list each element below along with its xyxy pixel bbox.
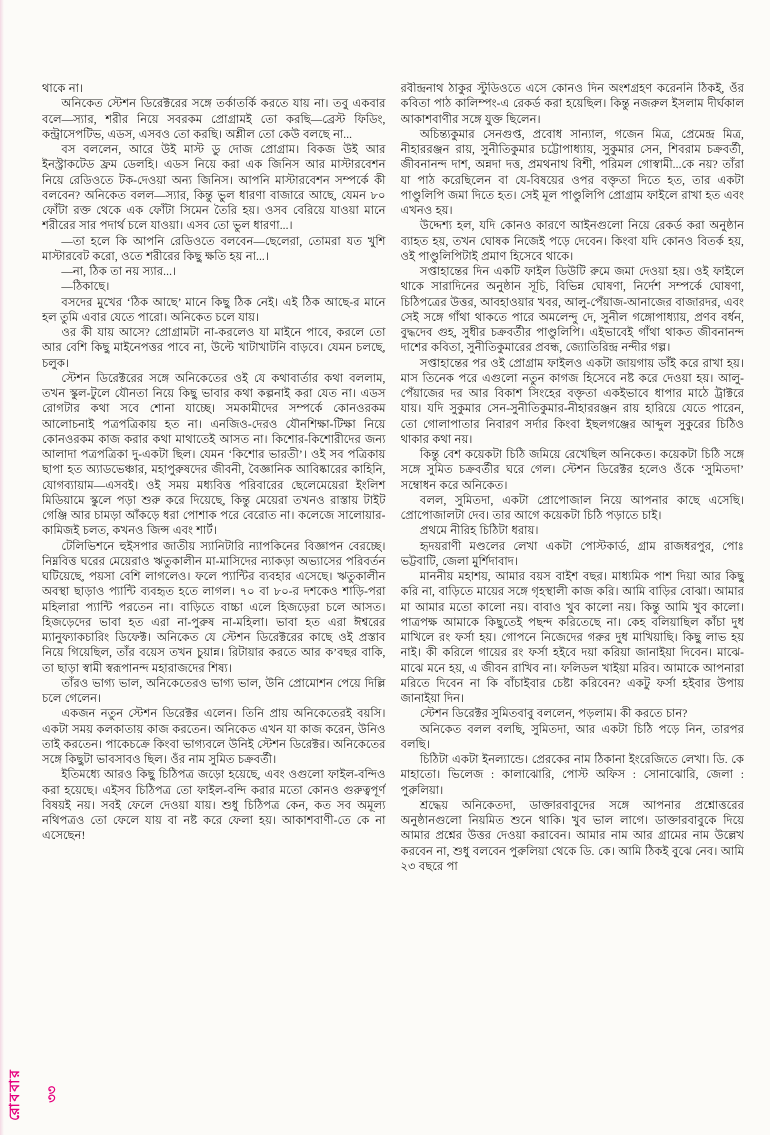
text-columns [42,82,744,1117]
paragraph: স্টেশন ডিরেক্টর সুমিতবাবু বললেন, পড়লাম। কী করতে চান? [419,708,688,721]
paragraph: বসদের মুখের ‘ঠিক আছে’ মানে কিছু ঠিক নেই। এই ঠিক আছে-র মানে হল তুমি এবার যেতে পারো। অনিকেত চলে যায়। [42,296,386,324]
paragraph: চিঠিটা একটা ইনল্যান্ডে। প্রেরকের নাম ঠিকানা ইংরেজিতে লেখা। ডি. কে মাহাতো। ভিলেজ : কালাঝোরি, পোস্ট অফিস : সোনাঝোরি, জেলা : পুরুলিয়া। [400,754,744,797]
page-number: ৩৩ [44,1086,59,1104]
paragraph: একজন নতুন স্টেশন ডিরেক্টর এলেন। তিনি প্রায় অনিকেতেরই বয়সি। একটা সময় কলকাতায় কাজ করতেন। অনিকেত এখন যা কাজ করেন, উনিও তাই করতেন। পাকেচক্রে কিংবা ভাগ্যবলে উনিই স্টেশন ডিরেক্টর। অনিকেতের সঙ্গে কিছুটা ভাবসাবও ছিল। ওঁর নাম সুমিত চক্রবর্তী। [42,708,386,766]
paragraph: স্টেশন ডিরেক্টরের সঙ্গে অনিকেতের ওই যে কথাবার্তার কথা বললাম, তখন স্কুল-টুলে যৌনতা নিয়ে কিছু ভাবার কথা কল্পনাই করা যেত না। এডস রোগটার কথা সবে শোনা যাচ্ছে। সমকামীদের সম্পর্কে কোনওরকম আলোচনাই পত্রপত্রিকায় হত না। এনজিও-দেরও যৌনশিক্ষা-টিক্ষা নিয়ে কোনওরকম কাজ করার কথা মাথাতেই আসত না। কিশোর-কিশোরীদের জন্য আলাদা পত্রপত্রিকা দু-একটা ছিল। যেমন ‘কিশোর ভারতী’। ওই সব পত্রিকায় ছাপা হত অ্যাডভেঞ্চার, মহাপুরুষদের জীবনী, বৈজ্ঞানিক আবিষ্কারের কাহিনি, যোগব্যায়াম—এসবই। ওই সময় মধ্যবিত্ত পরিবারের ছেলেমেয়েরা ইংলিশ মিডিয়ামে স্কুলে পড়া শুরু করে দিয়েছে, কিন্তু মেয়েরা তখনও রাস্তায় টাইট গেঞ্জি আর চামড়া আঁকড়ে ধরা পোশাক পরে বেরোত না। কলেজে সালোয়ার-কামিজই চলত, কখনও জিন্স এবং শার্ট। [42,372,386,538]
paragraph: ওর কী যায় আসে? প্রোগ্রামটা না-করলেও যা মাইনে পাবে, করলে তো আর বেশি কিছু মাইনেপত্তর পাবে না, উল্টে খাটাখাটনি বাড়বে। যেমন চলছে, চলুক। [42,327,386,370]
paragraph: সপ্তাহান্তের দিন একটি ফাইল ডিউটি রুমে জমা দেওয়া হয়। ওই ফাইলে থাকে সারাদিনের অনুষ্ঠান সূচি, বিভিন্ন ঘোষণা, নির্দেশ সম্পর্কে ঘোষণা, চিঠিপত্রের উত্তর, আবহাওয়ার খবর, আলু-পেঁয়াজ-আনাজের বাজারদর, এবং সেই সঙ্গে গাঁথা থাকতে পারে অমলেন্দু দে, সুনীল গঙ্গোপাধ্যায়, প্রণব বর্ধন, বুদ্ধদেব গুহ, সুধীর চক্রবর্তীর পাণ্ডুলিপি। এইভাবেই গাঁথা থাকত জীবনানন্দ দাশের কবিতা, সুনীতিকুমারের প্রবন্ধ, জ্যোতিরিন্দ্র নন্দীর গল্প। [400,266,744,355]
paragraph: —ঠিকাছে। [61,281,110,294]
paragraph: মাননীয় মহাশয়, আমার বয়স বাইশ বছর। মাধ্যমিক পাশ দিয়া আর কিছু করি না, বাড়িতে মায়ের সঙ্গে গৃহস্থালী কাজ করি। আমি বাড়ির বোঝা। আমার মা আমার মতো কালো নয়। বাবাও খুব কালো নয়। কিন্তু আমি খুব কালো। পাত্রপক্ষ আমাকে কিছুতেই পছন্দ করিতেছে না। কেহ বলিয়াছিল কাঁচা দুধ মাখিলে রং ফর্সা হয়। গোপনে নিজেদের গরুর দুধ মাখিয়াছি। কিছু লাভ হয় নাই। কী করিলে গায়ের রং ফর্সা হইবে দয়া করিয়া জানাইয়া দিবেন। মাঝে-মাঝে মনে হয়, এ জীবন রাখিব না। ফলিডল খাইয়া মরিব। আমাকে আপনারা মরিতে দিবেন না কি বাঁচাইবার চেষ্টা করিবেন? একটু ফর্সা হইবার উপায় জানাইয়া দিন। [400,571,744,705]
paragraph: শ্রদ্ধেয় অনিকেতদা, ডাক্তারবাবুদের সঙ্গে আপনার প্রশ্নোত্তরের অনুষ্ঠানগুলো নিয়মিত শুনে থাকি। খুব ভাল লাগে। ডাক্তারবাবুকে দিয়ে আমার প্রশ্নের উত্তর দেওয়া করাবেন। আমার নাম আর গ্রামের নাম উল্লেখ করবেন না, শুধু বলবেন পুরুলিয়া থেকে ডি. কে। আমি ঠিকই বুঝে নেব। আমি ২৩ বছরে পা [400,799,744,873]
paragraph: রবীন্দ্রনাথ ঠাকুর স্টুডিওতে এসে কোনও দিন অংশগ্রহণ করেননি ঠিকই, ওঁর কবিতা পাঠ কালিম্পং-এ রেকর্ড করা হয়েছিল। কিন্তু নজরুল ইসলাম দীর্ঘকাল আকাশবাণীর সঙ্গে যুক্ত ছিলেন। [400,83,744,126]
paragraph: বস বললেন, আরে উই মাস্ট ডু দোজ প্রোগ্রাম। বিকজ উই আর ইনস্ট্রাকটেড ফ্রম ডেলহি। এডস নিয়ে করা এক জিনিস আর মাস্টারবেশন নিয়ে রেডিওতে টক-দেওয়া অন্য জিনিস। আপনি মাস্টারবেশন সম্পর্কে কী বলবেন? অনিকেত বলল—স্যার, কিন্তু ভুল ধারণা বাজারে আছে, যেমন ৮০ ফোঁটা রক্ত থেকে এক ফোঁটা সিমেন তৈরি হয়। ওসব বেরিয়ে যাওয়া মানে শরীরের সার পদার্থ চলে যাওয়া। এসব তো ভুল ধারণা...। [42,144,386,233]
paragraph: অনিকেত স্টেশন ডিরেক্টরের সঙ্গে তর্কাতর্কি করতে যায় না। তবু একবার বলে—স্যার, শরীর নিয়ে সবরকম প্রোগ্রামই তো করছি—ব্রেস্ট ফিডিং, কন্ট্রাসেপটিভ, এডস, এসবও তো করছি। অশ্লীল তো কেউ বলছে না... [42,98,386,141]
left-column [42,82,386,1117]
paragraph: থাকে না। [42,83,84,95]
paragraph: প্রথমে নীরিহ চিঠিটা ধরায়। [419,525,539,538]
paragraph: —তা হলে কি আপনি রেডিওতে বলবেন—ছেলেরা, তোমরা যত খুশি মাস্টারবেট করো, ওতে শরীরের কিছু ক্ষতি হয় না...। [42,235,386,263]
paragraph: অচিন্ত্যকুমার সেনগুপ্ত, প্রবোধ সান্যাল, গজেন মিত্র, প্রেমেন্দ্র মিত্র, নীহাররঞ্জন রায়, সুনীতিকুমার চট্টোপাধ্যায়, সুকুমার সেন, শিবরাম চক্রবর্তী, জীবনানন্দ দাশ, অন্নদা দত্ত, প্রমথনাথ বিশী, পরিমল গোস্বামী...কে নয়? তাঁরা যা পাঠ করেছিলেন বা যে-বিষয়ের ওপর বক্তৃতা দিতে হত, তার একটা পাণ্ডুলিপি জমা দিতে হত। সেই মূল পাণ্ডুলিপি প্রোগ্রাম ফাইলে রাখা হত এবং এখনও হয়। [400,128,744,217]
paragraph: অনিকেত বলল বলছি, সুমিতদা, আর একটা চিঠি পড়ে নিন, তারপর বলছি। [400,723,744,751]
paragraph: উদ্দেশ্য হল, যদি কোনও কারণে আইনগুলো নিয়ে রেকর্ড করা অনুষ্ঠান ব্যাহত হয়, তখন ঘোষক নিজেই পড়ে দেবেন। কিংবা যদি কোনও বিতর্ক হয়, ওই পাণ্ডুলিপিটাই প্রমাণ হিসেবে থাকে। [400,220,744,263]
paragraph: হৃদয়রাণী মণ্ডলের লেখা একটা পোস্টকার্ড, গ্রাম রাজধরপুর, পোঃ ভট্টবাটি, জেলা মুর্শিদাবাদ। [400,540,744,568]
paragraph: টেলিভিশনে হুইসপার জাতীয় স্যানিটারি ন্যাপকিনের বিজ্ঞাপন বেরচ্ছে। নিম্নবিত্ত ঘরের মেয়েরাও ঋতুকালীন মা-মাসিদের ন্যাকড়া অভ্যাসের পরিবর্তন ঘটিয়েছে, পয়সা বেশি লাগলেও। ফলে প্যান্টির ব্যবহার এসেছে। ঋতুকালীন অবস্থা ছাড়াও প্যান্টি ব্যবহৃত হতে লাগল। ৭০ বা ৮০-র দশকেও শাড়ি-পরা মহিলারা প্যান্টি পরতেন না। বাড়িতে বাচ্চা এলে হিজড়েরা চলে আসত। হিজড়েদের ভাবা হত এরা না-পুরুষ না-মহিলা। ভাবা হত এরা ঈশ্বরের ম্যানুফ্যাকচারিং ডিফেক্ট। অনিকেত যে স্টেশন ডিরেক্টরের কাছে ওই প্রস্তাব নিয়ে গিয়েছিল, তাঁর বয়েস তখন চুয়ান্ন। রিটায়ার করতে আর ক’বছর বাকি, তা ছাড়া স্বামী স্বরূপানন্দ মহারাজদের শিষ্য। [42,540,386,675]
masthead-vertical: রোববার [8,1068,23,1121]
paragraph: —না, ঠিক তা নয় স্যার...। [61,266,177,278]
paragraph: সপ্তাহান্তের পর ওই প্রোগ্রাম ফাইলও একটা জায়গায় ডাঁই করে রাখা হয়। মাস তিনেক পরে এগুলো নতুন কাগজ হিসেবে নষ্ট করে দেওয়া হয়। আলু-পেঁয়াজের দর আর বিকাশ সিংহের বক্তৃতা একইভাবে ধাপার মাঠে ট্রাক্টরে যায়। যদি সুকুমার সেন-সুনীতিকুমার-নীহাররঞ্জন রায় হারিয়ে যেতে পারেন, তো গোলাপাতার নিবারণ সর্দার কিংবা ইছলগঞ্জের আব্দুল সুকুরের চিঠিও থাকার কথা নয়। [400,357,744,446]
paragraph: ইতিমধ্যে আরও কিছু চিঠিপত্র জড়ো হয়েছে, এবং ওগুলো ফাইল-বন্দিও করা হয়েছে। এইসব চিঠিপত্র তো ফাইল-বন্দি করার মতো কোনও গুরুত্বপূর্ণ বিষয়ই নয়। সবই ফেলে দেওয়া যায়। শুধু চিঠিপত্র কেন, কত সব অমূল্য নথিপত্রও তো ফেলে যায় বা নষ্ট করে ফেলা হয়। আকাশবাণী-তে কে না এসেছেন! [42,769,386,843]
paragraph: তাঁরও ভাগ্য ভাল, অনিকেতেরও ভাগ্য ভাল, উনি প্রোমোশন পেয়ে দিল্লি চলে গেলেন। [42,677,386,705]
right-column [401,82,745,1117]
paragraph: কিন্তু বেশ কয়েকটা চিঠি জমিয়ে রেখেছিল অনিকেত। কয়েকটা চিঠি সঙ্গে সঙ্গে সুমিত চক্রবর্তীর ঘরে গেল। স্টেশন ডিরেক্টর হলেও ওঁকে ‘সুমিতদা’ সম্বোধন করে অনিকেত। [400,449,744,492]
paragraph: বলল, সুমিতদা, একটা প্রোপোজাল নিয়ে আপনার কাছে এসেছি। প্রোপোজালটা দেব। তার আগে কয়েকটা চিঠি পড়াতে চাই। [400,494,744,522]
